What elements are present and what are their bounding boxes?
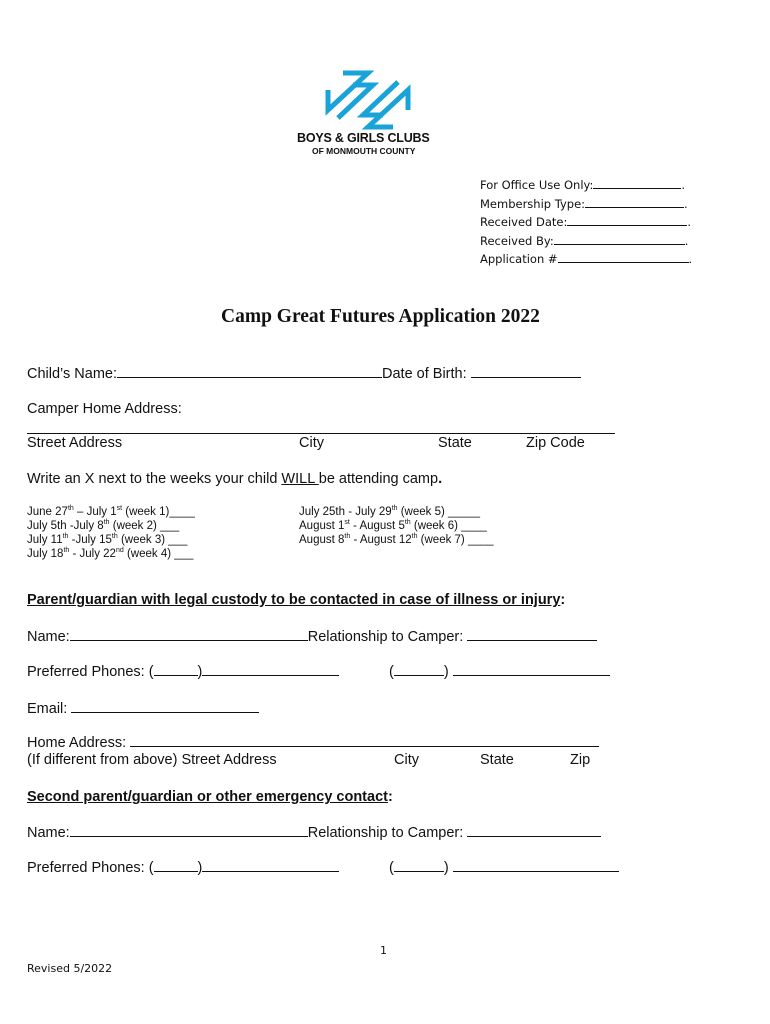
- guardian1-name-field[interactable]: [70, 628, 308, 641]
- office-use-block: [480, 176, 692, 269]
- guardian2-phone2-field[interactable]: [453, 859, 619, 872]
- child-name-field[interactable]: [117, 365, 382, 378]
- week-3-option[interactable]: July 11th -July 15th (week 3) ___: [27, 533, 188, 546]
- zip-code-label: Zip Code: [526, 435, 585, 451]
- guardian1-name-row: [27, 628, 597, 645]
- application-number-row: Application # .: [480, 252, 693, 266]
- received-by-blank[interactable]: [554, 232, 685, 245]
- street-address-label: Street Address: [27, 435, 123, 451]
- guardian2-phone1-area-field[interactable]: [154, 859, 198, 872]
- city-label: City: [299, 435, 324, 451]
- guardian1-state-label: State: [480, 752, 514, 768]
- membership-type-blank[interactable]: [585, 195, 684, 208]
- guardian2-name-row: [27, 824, 601, 841]
- week-4-option[interactable]: July 18th - July 22nd (week 4) ___: [27, 547, 194, 560]
- guardian2-phone2-row: ( ): [389, 859, 619, 876]
- page-number: 1: [380, 944, 387, 957]
- office-use-blank[interactable]: [593, 176, 681, 189]
- camper-address-label: Camper Home Address:: [27, 401, 182, 417]
- logo-line-1: BOYS & GIRLS CLUBS: [297, 131, 430, 145]
- guardian1-phone1-area-field[interactable]: [154, 663, 198, 676]
- guardian2-name-label: Name:: [27, 825, 70, 841]
- guardian2-phone2-area-field[interactable]: [394, 859, 444, 872]
- guardian1-heading: Parent/guardian with legal custody to be contacted in case of illness or injury:: [27, 592, 566, 608]
- child-name-row: [27, 365, 581, 382]
- dob-label: Date of Birth:: [382, 366, 467, 382]
- guardian1-home-label: Home Address:: [27, 735, 127, 751]
- week-1-option[interactable]: June 27th – July 1st (week 1)____: [27, 505, 195, 518]
- camper-address-field[interactable]: [27, 433, 615, 434]
- guardian1-email-row: [27, 700, 259, 717]
- guardian1-phone2-field[interactable]: [453, 663, 610, 676]
- week-2-option[interactable]: July 5th -July 8th (week 2) ___: [27, 519, 180, 532]
- week-7-option[interactable]: August 8th - August 12th (week 7) ____: [299, 533, 494, 546]
- received-date-blank[interactable]: [567, 213, 687, 226]
- guardian2-heading: Second parent/guardian or other emergency contact:: [27, 789, 393, 805]
- page-title: Camp Great Futures Application 2022: [221, 306, 540, 327]
- guardian1-email-label: Email:: [27, 701, 68, 717]
- office-use-row: For Office Use Only: .: [480, 178, 686, 192]
- guardian1-phone2-area-field[interactable]: [394, 663, 444, 676]
- week-6-option[interactable]: August 1st - August 5th (week 6) ____: [299, 519, 487, 532]
- weeks-instruction: Write an X next to the weeks your child WILL be attending camp.: [27, 471, 443, 487]
- logo-line-2: OF MONMOUTH COUNTY: [312, 146, 416, 156]
- guardian2-relationship-label: Relationship to Camper:: [307, 825, 464, 841]
- guardian1-phones-row: Preferred Phones: ( ): [27, 663, 339, 680]
- guardian1-phone2-row: ( ): [389, 663, 610, 680]
- guardian1-zip-label: Zip: [570, 752, 591, 768]
- state-label: State: [438, 435, 472, 451]
- received-date-row: Received Date: .: [480, 215, 691, 229]
- boys-girls-clubs-logo-icon: [323, 68, 413, 132]
- guardian2-phones-row: Preferred Phones: ( ): [27, 859, 339, 876]
- guardian2-name-field[interactable]: [70, 824, 308, 837]
- guardian1-phone1-field[interactable]: [202, 663, 339, 676]
- weeks-left-column: [27, 505, 195, 561]
- weeks-right-column: [299, 505, 494, 547]
- dob-field[interactable]: [471, 365, 581, 378]
- guardian1-name-label: Name:: [27, 629, 70, 645]
- guardian1-relationship-field[interactable]: [467, 628, 597, 641]
- guardian2-relationship-field[interactable]: [467, 824, 601, 837]
- guardian1-if-different-label: (If different from above) Street Address: [27, 752, 277, 768]
- guardian1-home-row: [27, 734, 599, 751]
- revised-date: Revised 5/2022: [27, 962, 113, 975]
- guardian1-relationship-label: Relationship to Camper:: [307, 629, 464, 645]
- week-5-option[interactable]: July 25th - July 29th (week 5) _____: [299, 505, 480, 518]
- application-number-blank[interactable]: [558, 250, 689, 263]
- membership-type-row: Membership Type: .: [480, 196, 688, 211]
- guardian2-phone1-field[interactable]: [202, 859, 339, 872]
- guardian1-city-label: City: [394, 752, 419, 768]
- child-name-label: Child’s Name:: [27, 366, 117, 382]
- guardian1-email-field[interactable]: [71, 700, 259, 713]
- received-by-row: Received By: .: [480, 233, 689, 248]
- guardian1-home-field[interactable]: [130, 734, 599, 747]
